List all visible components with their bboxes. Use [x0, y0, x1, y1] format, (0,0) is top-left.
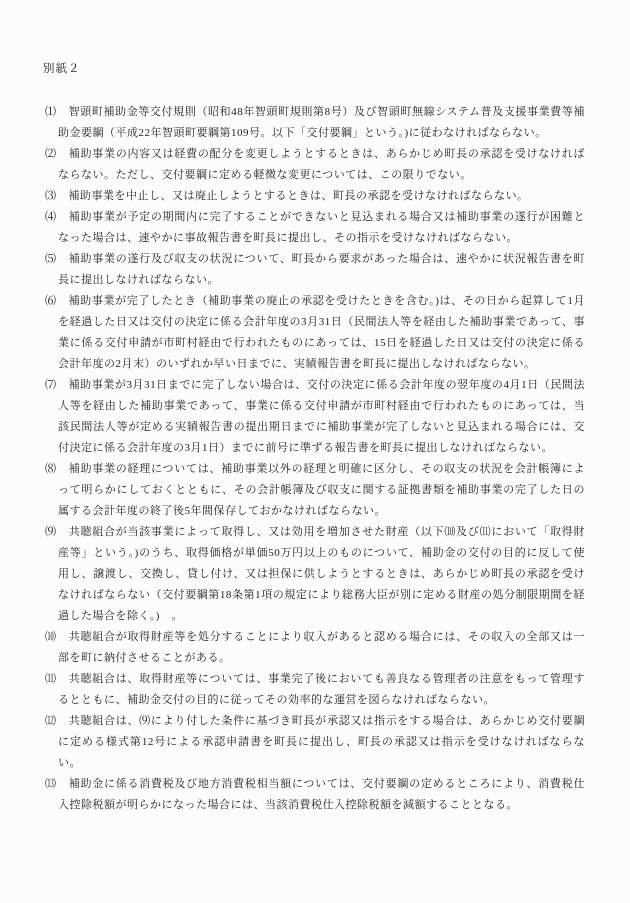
clause-item-6 — [45, 291, 585, 375]
clause-number: ⑴ — [45, 106, 57, 118]
clause-number: ⑶ — [45, 190, 57, 202]
clause-text: 補助事業の遂行及び収支の状況について、町長から要求があった場合は、速やかに状況報告書を町長に提出しなければならない。 — [58, 253, 586, 286]
clause-number: ⑵ — [45, 148, 57, 160]
clause-number: ⑸ — [45, 253, 57, 265]
clause-item-10 — [45, 627, 585, 669]
clause-item-12 — [45, 711, 585, 774]
clause-item-11 — [45, 669, 585, 711]
clause-text: 補助事業が3月31日までに完了しない場合は、交付の決定に係る会計年度の翌年度の4月1日（民間法人等を経由した補助事業であって、事業に係る交付申請が市町村経由で行われたものにあっては、当該民間法人等が定める実績報告書の提出期日までに補助事業が完了しないと見込まれる場合には、交付決定に係る会計年度の3月1日）までに前号に準ずる報告書を町長に提出しなければならない。 — [58, 379, 585, 454]
clause-text: 共聴組合は、取得財産等については、事業完了後においても善良なる管理者の注意をもって管理するとともに、補助金交付の目的に従ってその効率的な運営を図らなければならない。 — [58, 673, 586, 706]
clause-number: ⑽ — [45, 631, 57, 643]
clause-item-5 — [45, 249, 585, 291]
clause-list — [45, 102, 585, 816]
clause-item-2 — [45, 144, 585, 186]
clause-number: ⑺ — [45, 379, 57, 391]
clause-number: ⑹ — [45, 295, 57, 307]
clause-number: ⑿ — [45, 715, 57, 727]
clause-item-9 — [45, 522, 585, 627]
clause-item-13 — [45, 774, 585, 816]
clause-text: 共聴組合が取得財産等を処分することにより収入があると認める場合には、その収入の全部又は一部を町に納付させることがある。 — [58, 631, 586, 664]
clause-text: 智頭町補助金等交付規則（昭和48年智頭町規則第8号）及び智頭町無線システム普及支援事業費等補助金要綱（平成22年智頭町要綱第109号。以下「交付要綱」という。)に従わなければならない。 — [58, 106, 586, 139]
clause-number: ⑻ — [45, 463, 57, 475]
clause-text: 補助事業が完了したとき（補助事業の廃止の承認を受けたときを含む。)は、その日から起算して1月を経過した日又は交付の決定に係る会計年度の3月31日（民間法人等を経由した補助事業であって、事業に係る交付申請が市町村経由で行われたものにあっては、15日を経過した日又は交付の決定に係る会計年度の2月末）のいずれか早い日までに、実績報告書を町長に提出しなければならない。 — [58, 295, 586, 370]
clause-text: 共聴組合が当該事業によって取得し、又は効用を増加させた財産（以下⑽及び⑾において「取得財産等」という。)のうち、取得価格が単価50万円以上のものについて、補助金の交付の目的に反して使用し、譲渡し、交換し、貸し付け、又は担保に供しようとするときは、あらかじめ町長の承認を受けなければならない（交付要綱第18条第1項の規定により総務大臣が別に定める財産の処分制限期間を経過した場合を除く。) 。 — [58, 526, 586, 622]
clause-number: ⒀ — [45, 778, 57, 790]
clause-number: ⑼ — [45, 526, 57, 538]
clause-text: 補助事業の経理については、補助事業以外の経理と明確に区分し、その収支の状況を会計帳簿によって明らかにしておくとともに、その会計帳簿及び収支に関する証拠書類を補助事業の完了した日の属する会計年度の終了後5年間保存しておかなければならない。 — [58, 463, 586, 517]
clause-item-1 — [45, 102, 585, 144]
clause-item-7 — [45, 375, 585, 459]
clause-text: 補助事業を中止し、又は廃止しようとするときは、町長の承認を受けなければならない。 — [68, 190, 529, 202]
clause-number: ⑾ — [45, 673, 57, 685]
clause-text: 共聴組合は、⑼により付した条件に基づき町長が承認又は指示をする場合は、あらかじめ交付要綱に定める様式第12号による承認申請書を町長に提出し、町長の承認又は指示を受けなければならない。 — [58, 715, 586, 769]
attachment-label: 別紙２ — [43, 63, 81, 75]
clause-text: 補助金に係る消費税及び地方消費税相当額については、交付要綱の定めるところにより、消費税仕入控除税額が明らかになった場合には、当該消費税仕入控除税額を減額することとなる。 — [58, 778, 586, 811]
clause-text: 補助事業の内容又は経費の配分を変更しようとするときは、あらかじめ町長の承認を受けなければならない。ただし、交付要綱に定める軽微な変更については、この限りでない。 — [58, 148, 586, 181]
clause-number: ⑷ — [45, 211, 57, 223]
clause-item-8 — [45, 459, 585, 522]
clause-item-4 — [45, 207, 585, 249]
clause-text: 補助事業が予定の期間内に完了することができないと見込まれる場合又は補助事業の遂行が困難となった場合は、速やかに事故報告書を町長に提出し、その指示を受けなければならない。 — [58, 211, 586, 244]
clause-item-3 — [45, 186, 585, 207]
